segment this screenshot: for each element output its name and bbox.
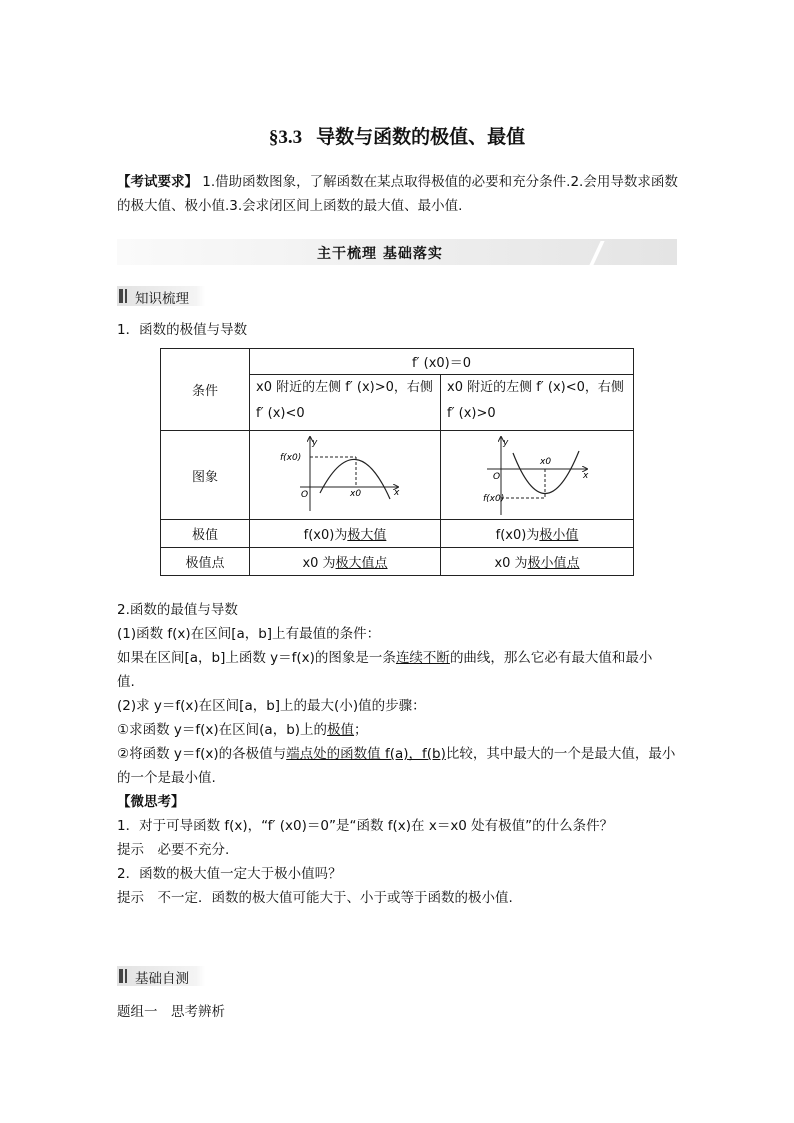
cond-right-line1: x0 附近的左侧 f′ (x)<0，右侧 xyxy=(447,380,624,395)
item2-p1: (1)函数 f(x)在区间[a，b]上有最值的条件： xyxy=(117,626,381,642)
cond-left xyxy=(250,375,441,431)
page-title xyxy=(0,122,794,149)
exam-label: 【考试要求】 xyxy=(117,174,198,190)
knowledge-tag xyxy=(117,286,205,306)
row-point-label: 极值点 xyxy=(161,548,250,576)
exam-requirements xyxy=(117,170,679,218)
item2-p2b: 的曲线，那么它必有最大值和最小 xyxy=(449,650,653,666)
min-point-pre: x0 为 xyxy=(494,556,528,571)
selftest-tag xyxy=(117,966,205,986)
think-q1: 1．对于可导函数 f(x)，“f′ (x0)＝0”是“函数 f(x)在 x＝x0 处有极值”的什么条件？ xyxy=(117,818,614,834)
title-text: 导数与函数的极值、最值 xyxy=(316,126,526,148)
min-point-cell xyxy=(441,548,634,576)
graph2-y-label: y xyxy=(503,438,509,448)
item2-p5b: ； xyxy=(354,722,368,738)
cond-right-line2: f′ (x)>0 xyxy=(447,406,496,421)
think-a2: 提示 不一定．函数的极大值可能大于、小于或等于函数的极小值. xyxy=(117,890,513,906)
header-derivative-zero: f′ (x0)＝0 xyxy=(250,349,634,375)
graph2-x-label: x xyxy=(583,471,589,481)
think-q2: 2．函数的极大值一定大于极小值吗？ xyxy=(117,866,342,882)
item1-heading: 1．函数的极值与导数 xyxy=(117,322,248,338)
item2-p5u: 极值 xyxy=(327,722,355,738)
graph1-fx0: f(x0) xyxy=(280,453,302,463)
item2-p7: 的一个是最小值. xyxy=(117,770,216,786)
knowledge-tag-label: 知识梳理 xyxy=(135,291,189,307)
min-value-pre: f(x0)为 xyxy=(495,528,540,543)
graph1-y-label: y xyxy=(312,438,318,448)
item2-block xyxy=(117,598,679,910)
row-graph-label: 图象 xyxy=(161,431,250,520)
graph1-x-label: x xyxy=(394,488,400,498)
graph2-fx0: f(x0) xyxy=(483,494,505,504)
banner-slash xyxy=(589,241,604,265)
graph2-origin: O xyxy=(493,472,501,482)
think-label: 【微思考】 xyxy=(117,794,185,810)
row-extreme-label: 极值 xyxy=(161,520,250,548)
extreme-value-table xyxy=(160,348,634,576)
item2-p2u: 连续不断 xyxy=(395,650,450,666)
item2-heading: 2.函数的最值与导数 xyxy=(117,602,238,618)
graph2-x0: x0 xyxy=(540,457,552,467)
exam-line1: 1.借助函数图象，了解函数在某点取得极值的必要和充分条件.2.会用导数求函数 xyxy=(198,174,678,190)
row-condition-label: 条件 xyxy=(161,349,250,431)
item2-p6b: 比较，其中最大的一个是最大值，最小 xyxy=(445,746,676,762)
graph-maximum-cell xyxy=(250,431,441,520)
item2-p3: 值. xyxy=(117,674,135,690)
item2-p6 xyxy=(117,742,679,766)
tag-bar-icon-2 xyxy=(125,289,127,303)
max-value-pre: f(x0)为 xyxy=(303,528,348,543)
max-point-pre: x0 为 xyxy=(302,556,336,571)
item2-p5 xyxy=(117,718,679,742)
tag-bar-icon-2 xyxy=(125,969,127,983)
item2-p2a: 如果在区间[a，b]上函数 y＝f(x)的图象是一条 xyxy=(117,650,396,666)
exam-line2: 的极大值、极小值.3.会求闭区间上函数的最大值、最小值. xyxy=(117,198,463,214)
section-banner xyxy=(117,239,677,265)
minimum-graph xyxy=(441,431,633,519)
section-number: §3.3 xyxy=(268,127,303,148)
min-point: 极小值点 xyxy=(527,556,580,571)
banner-text: 主干梳理 基础落实 xyxy=(317,246,443,262)
tag-bar-icon xyxy=(119,289,123,303)
tag-bar-icon xyxy=(119,969,123,983)
item2-p4: (2)求 y＝f(x)在区间[a，b]上的最大(小)值的步骤： xyxy=(117,698,426,714)
max-value: 极大值 xyxy=(347,528,387,543)
maximum-graph xyxy=(250,431,440,519)
item2-p2 xyxy=(117,646,679,670)
cond-left-line2: f′ (x)<0 xyxy=(256,406,305,421)
min-value-cell xyxy=(441,520,634,548)
item2-p6a: ②将函数 y＝f(x)的各极值与 xyxy=(117,746,287,762)
cond-left-line1: x0 附近的左侧 f′ (x)>0，右侧 xyxy=(256,380,433,395)
item2-p6u: 端点处的函数值 f(a)，f(b) xyxy=(286,746,446,762)
selftest-tag-label: 基础自测 xyxy=(135,971,189,987)
graph1-x0: x0 xyxy=(350,489,362,499)
item2-p5a: ①求函数 y＝f(x)在区间(a，b)上的 xyxy=(117,722,328,738)
max-point: 极大值点 xyxy=(335,556,388,571)
graph1-origin: O xyxy=(301,490,309,500)
group1-heading: 题组一 思考辨析 xyxy=(117,1004,225,1020)
think-a1: 提示 必要不充分. xyxy=(117,842,230,858)
max-point-cell xyxy=(250,548,441,576)
min-value: 极小值 xyxy=(539,528,579,543)
graph-minimum-cell xyxy=(441,431,634,520)
cond-right xyxy=(441,375,634,431)
max-value-cell xyxy=(250,520,441,548)
